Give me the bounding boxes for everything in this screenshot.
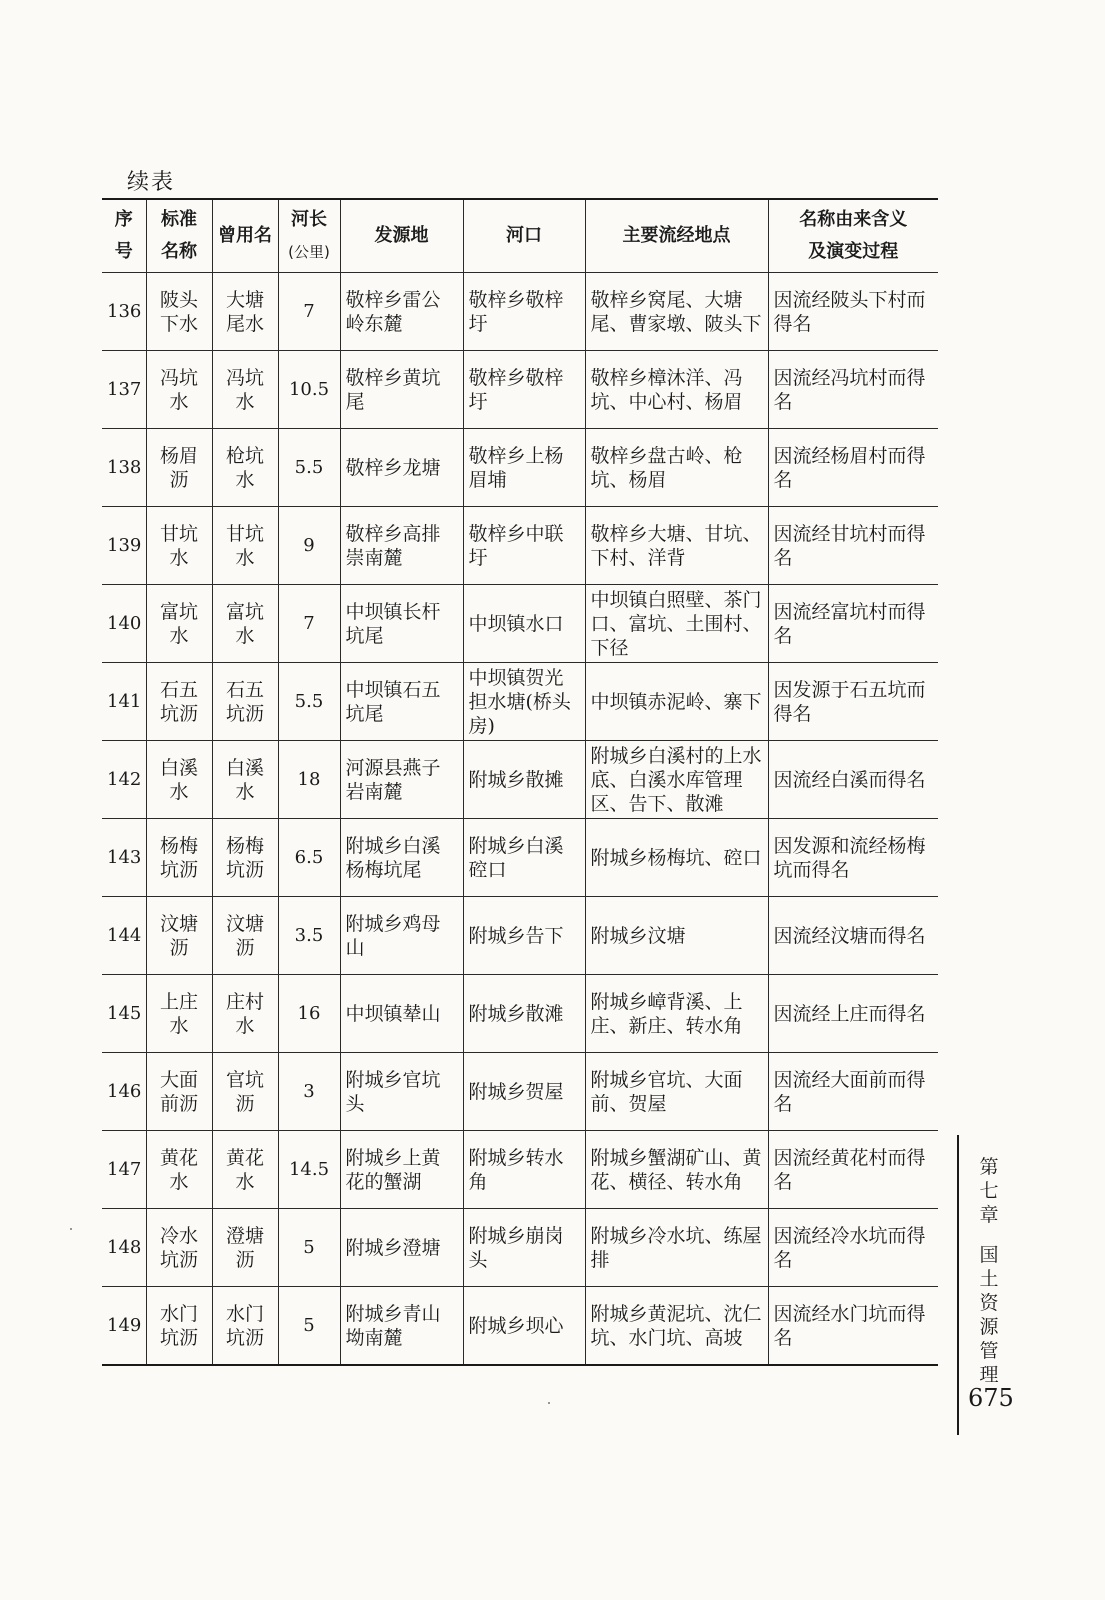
cell-course: 敬梓乡大塘、甘坑、下村、洋背 <box>585 507 768 585</box>
cell-standard-name: 石五坑沥 <box>146 663 212 741</box>
header-line: 名称由来含义 <box>799 209 908 230</box>
cell-origin: 因发源于石五坑而得名 <box>768 663 938 741</box>
col-header-course <box>585 199 768 273</box>
col-header-origin <box>768 199 938 273</box>
table-row <box>102 429 938 507</box>
cell-index: 138 <box>102 429 146 507</box>
cell-standard-name: 冯坑水 <box>146 351 212 429</box>
cell-length: 18 <box>278 741 340 819</box>
chapter-side-tab <box>976 1155 1002 1387</box>
cell-source: 附城乡上黄花的蟹湖 <box>340 1131 463 1209</box>
header-line: 及演变过程 <box>808 241 899 262</box>
header-line: 标准 <box>161 209 197 230</box>
side-tab-char: 章 <box>979 1204 999 1226</box>
chapter-title <box>976 1243 1002 1387</box>
cell-index: 140 <box>102 585 146 663</box>
cell-origin: 因流经富坑村而得名 <box>768 585 938 663</box>
cell-mouth: 附城乡告下 <box>463 897 585 975</box>
cell-course: 附城乡杨梅坑、硿口 <box>585 819 768 897</box>
cell-source: 敬梓乡龙塘 <box>340 429 463 507</box>
cell-former-name: 白溪水 <box>212 741 278 819</box>
cell-index: 137 <box>102 351 146 429</box>
header-line: 曾用名 <box>218 225 272 246</box>
table-row <box>102 663 938 741</box>
cell-index: 142 <box>102 741 146 819</box>
header-line: 序号 <box>114 209 133 262</box>
cell-length: 10.5 <box>278 351 340 429</box>
table-row <box>102 819 938 897</box>
cell-origin: 因流经白溪而得名 <box>768 741 938 819</box>
cell-origin: 因流经上庄而得名 <box>768 975 938 1053</box>
cell-mouth: 附城乡散滩 <box>463 975 585 1053</box>
cell-source: 中坝镇辇山 <box>340 975 463 1053</box>
table-row <box>102 273 938 351</box>
cell-standard-name: 水门坑沥 <box>146 1287 212 1366</box>
page-number: 675 <box>968 1384 1014 1412</box>
table-row <box>102 1131 938 1209</box>
cell-standard-name: 杨眉沥 <box>146 429 212 507</box>
cell-mouth: 附城乡崩岗头 <box>463 1209 585 1287</box>
col-header-mouth <box>463 199 585 273</box>
cell-origin: 因流经陂头下村而得名 <box>768 273 938 351</box>
cell-mouth: 敬梓乡上杨眉埔 <box>463 429 585 507</box>
cell-origin: 因流经大面前而得名 <box>768 1053 938 1131</box>
cell-course: 附城乡冷水坑、练屋排 <box>585 1209 768 1287</box>
cell-standard-name: 汶塘沥 <box>146 897 212 975</box>
cell-index: 146 <box>102 1053 146 1131</box>
table-row <box>102 1287 938 1366</box>
side-tab-char: 第 <box>979 1156 999 1178</box>
cell-index: 141 <box>102 663 146 741</box>
col-header-index <box>102 199 146 273</box>
cell-source: 附城乡青山坳南麓 <box>340 1287 463 1366</box>
cell-mouth: 附城乡贺屋 <box>463 1053 585 1131</box>
cell-former-name: 澄塘沥 <box>212 1209 278 1287</box>
side-tab-char: 七 <box>979 1180 999 1202</box>
cell-source: 敬梓乡雷公岭东麓 <box>340 273 463 351</box>
cell-standard-name: 黄花水 <box>146 1131 212 1209</box>
cell-mouth: 附城乡坝心 <box>463 1287 585 1366</box>
cell-source: 中坝镇长杆坑尾 <box>340 585 463 663</box>
cell-former-name: 冯坑水 <box>212 351 278 429</box>
table-row <box>102 1053 938 1131</box>
cell-course: 敬梓乡盘古岭、枪坑、杨眉 <box>585 429 768 507</box>
cell-index: 144 <box>102 897 146 975</box>
cell-origin: 因流经冷水坑而得名 <box>768 1209 938 1287</box>
cell-origin: 因流经冯坑村而得名 <box>768 351 938 429</box>
cell-length: 16 <box>278 975 340 1053</box>
cell-length: 3 <box>278 1053 340 1131</box>
cell-standard-name: 陂头下水 <box>146 273 212 351</box>
table-row <box>102 507 938 585</box>
cell-former-name: 枪坑水 <box>212 429 278 507</box>
side-rule <box>957 1135 959 1435</box>
header-line: 河长 <box>291 209 327 230</box>
header-line: 主要流经地点 <box>622 225 731 246</box>
river-table <box>102 198 938 1366</box>
cell-index: 139 <box>102 507 146 585</box>
side-tab-char: 土 <box>979 1268 999 1290</box>
side-tab-char: 资 <box>979 1292 999 1314</box>
cell-course: 附城乡白溪村的上水底、白溪水库管理区、告下、散滩 <box>585 741 768 819</box>
cell-mouth: 附城乡转水角 <box>463 1131 585 1209</box>
scan-speck <box>548 1402 550 1404</box>
side-tab-char: 管 <box>979 1340 999 1362</box>
table-row <box>102 741 938 819</box>
cell-index: 145 <box>102 975 146 1053</box>
cell-source: 附城乡澄塘 <box>340 1209 463 1287</box>
cell-mouth: 敬梓乡敬梓圩 <box>463 351 585 429</box>
cell-length: 14.5 <box>278 1131 340 1209</box>
cell-course: 附城乡官坑、大面前、贺屋 <box>585 1053 768 1131</box>
cell-length: 6.5 <box>278 819 340 897</box>
scan-speck <box>70 1228 72 1230</box>
cell-standard-name: 大面前沥 <box>146 1053 212 1131</box>
cell-length: 7 <box>278 273 340 351</box>
table-caption: 续表 <box>127 170 176 195</box>
cell-source: 河源县燕子岩南麓 <box>340 741 463 819</box>
table-row <box>102 351 938 429</box>
cell-standard-name: 甘坑水 <box>146 507 212 585</box>
cell-origin: 因流经黄花村而得名 <box>768 1131 938 1209</box>
cell-mouth: 敬梓乡敬梓圩 <box>463 273 585 351</box>
cell-course: 附城乡汶塘 <box>585 897 768 975</box>
col-header-standard-name <box>146 199 212 273</box>
cell-origin: 因流经甘坑村而得名 <box>768 507 938 585</box>
cell-length: 5 <box>278 1287 340 1366</box>
cell-index: 149 <box>102 1287 146 1366</box>
cell-course: 附城乡嶂背溪、上庄、新庄、转水角 <box>585 975 768 1053</box>
cell-index: 143 <box>102 819 146 897</box>
cell-length: 5 <box>278 1209 340 1287</box>
cell-length: 7 <box>278 585 340 663</box>
col-header-length <box>278 199 340 273</box>
cell-former-name: 庄村水 <box>212 975 278 1053</box>
cell-former-name: 官坑沥 <box>212 1053 278 1131</box>
table-body <box>102 273 938 1366</box>
cell-length: 3.5 <box>278 897 340 975</box>
cell-former-name: 富坑水 <box>212 585 278 663</box>
cell-origin: 因发源和流经杨梅坑而得名 <box>768 819 938 897</box>
cell-course: 敬梓乡窝尾、大塘尾、曹家墩、陂头下 <box>585 273 768 351</box>
cell-source: 附城乡白溪杨梅坑尾 <box>340 819 463 897</box>
cell-former-name: 大塘尾水 <box>212 273 278 351</box>
cell-standard-name: 上庄水 <box>146 975 212 1053</box>
cell-course: 附城乡蟹湖矿山、黄花、横径、转水角 <box>585 1131 768 1209</box>
cell-course: 中坝镇白照壁、茶门口、富坑、土围村、下径 <box>585 585 768 663</box>
cell-standard-name: 冷水坑沥 <box>146 1209 212 1287</box>
river-table-container <box>102 198 938 1366</box>
cell-standard-name: 富坑水 <box>146 585 212 663</box>
cell-source: 中坝镇石五坑尾 <box>340 663 463 741</box>
cell-mouth: 敬梓乡中联圩 <box>463 507 585 585</box>
cell-standard-name: 杨梅坑沥 <box>146 819 212 897</box>
cell-course: 附城乡黄泥坑、沈仁坑、水门坑、高坡 <box>585 1287 768 1366</box>
cell-former-name: 水门坑沥 <box>212 1287 278 1366</box>
side-tab-char: 源 <box>979 1316 999 1338</box>
cell-mouth: 附城乡白溪硿口 <box>463 819 585 897</box>
cell-index: 136 <box>102 273 146 351</box>
cell-mouth: 附城乡散摊 <box>463 741 585 819</box>
side-tab-char: 理 <box>979 1364 999 1386</box>
header-line: 河口 <box>506 225 542 246</box>
cell-index: 148 <box>102 1209 146 1287</box>
cell-length: 9 <box>278 507 340 585</box>
cell-length: 5.5 <box>278 663 340 741</box>
table-row <box>102 897 938 975</box>
cell-index: 147 <box>102 1131 146 1209</box>
table-row <box>102 1209 938 1287</box>
cell-origin: 因流经汶塘而得名 <box>768 897 938 975</box>
col-header-source <box>340 199 463 273</box>
side-tab-char: 国 <box>979 1244 999 1266</box>
cell-former-name: 杨梅坑沥 <box>212 819 278 897</box>
table-row <box>102 585 938 663</box>
chapter-label <box>976 1155 1002 1227</box>
cell-former-name: 甘坑水 <box>212 507 278 585</box>
cell-standard-name: 白溪水 <box>146 741 212 819</box>
header-line: 名称 <box>161 241 197 262</box>
cell-source: 附城乡鸡母山 <box>340 897 463 975</box>
table-row <box>102 975 938 1053</box>
header-line: 发源地 <box>374 225 429 246</box>
cell-former-name: 石五坑沥 <box>212 663 278 741</box>
cell-course: 中坝镇赤泥岭、寨下 <box>585 663 768 741</box>
cell-source: 附城乡官坑头 <box>340 1053 463 1131</box>
cell-source: 敬梓乡高排崇南麓 <box>340 507 463 585</box>
cell-mouth: 中坝镇水口 <box>463 585 585 663</box>
cell-origin: 因流经水门坑而得名 <box>768 1287 938 1366</box>
col-header-former-name <box>212 199 278 273</box>
cell-former-name: 汶塘沥 <box>212 897 278 975</box>
cell-mouth: 中坝镇贺光担水塘(桥头房) <box>463 663 585 741</box>
cell-course: 敬梓乡樟沐洋、冯坑、中心村、杨眉 <box>585 351 768 429</box>
table-header-row <box>102 199 938 273</box>
cell-former-name: 黄花水 <box>212 1131 278 1209</box>
cell-length: 5.5 <box>278 429 340 507</box>
cell-origin: 因流经杨眉村而得名 <box>768 429 938 507</box>
cell-source: 敬梓乡黄坑尾 <box>340 351 463 429</box>
header-line: (公里) <box>288 243 330 261</box>
